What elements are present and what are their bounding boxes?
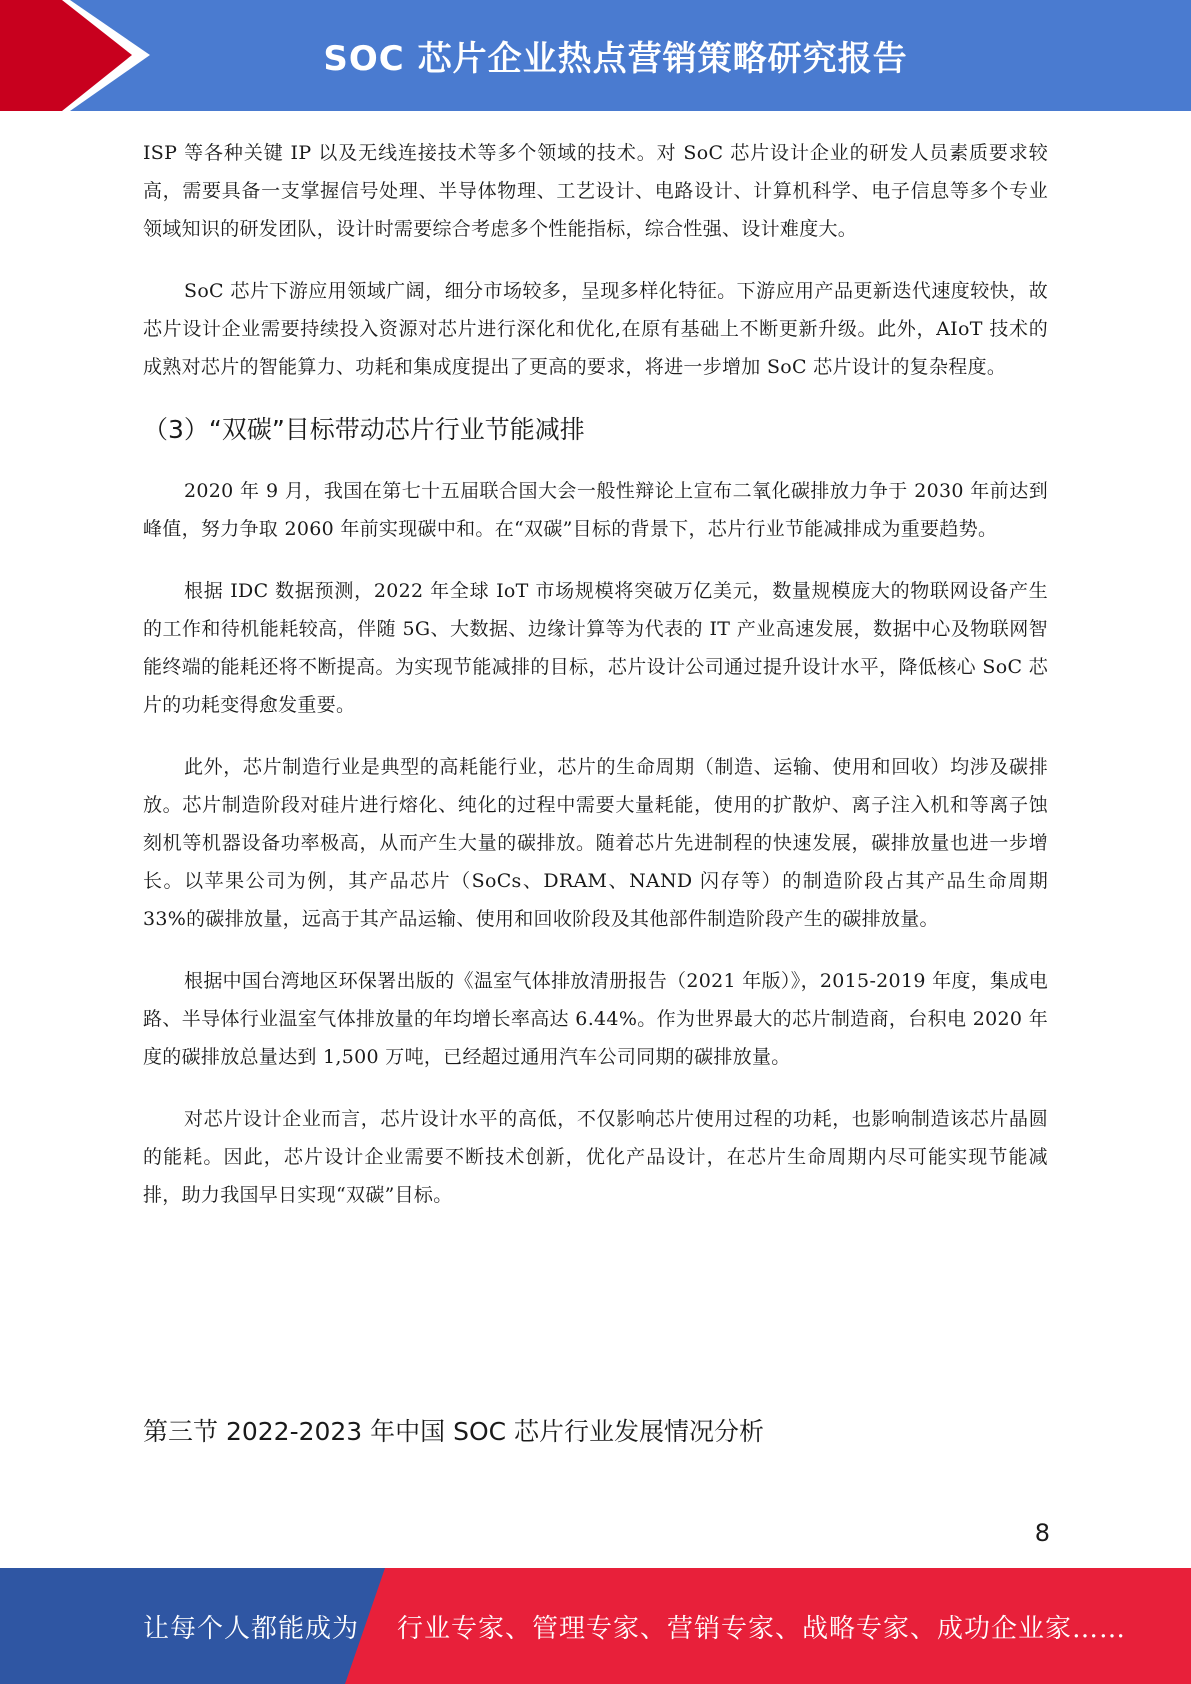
- paragraph: 对芯片设计企业而言，芯片设计水平的高低，不仅影响芯片使用过程的功耗，也影响制造该芯片晶圆的能耗。因此，芯片设计企业需要不断技术创新，优化产品设计，在芯片生命周期内尽可能实现节能减排，助力我国早日实现“双碳”目标。: [143, 1108, 1048, 1206]
- paragraph: 此外，芯片制造行业是典型的高耗能行业，芯片的生命周期（制造、运输、使用和回收）均涉及碳排放。芯片制造阶段对硅片进行熔化、纯化的过程中需要大量耗能，使用的扩散炉、离子注入机和等离子蚀刻机等机器设备功率极高，从而产生大量的碳排放。随着芯片先进制程的快速发展，碳排放量也进一步增长。以苹果公司为例，其产品芯片（SoCs、DRAM、NAND 闪存等）的制造阶段占其产品生命周期 33%的碳排放量，远高于其产品运输、使用和回收阶段及其他部件制造阶段产生的碳排放量。: [143, 756, 1048, 930]
- paragraph: SoC 芯片下游应用领域广阔，细分市场较多，呈现多样化特征。下游应用产品更新迭代速度较快，故芯片设计企业需要持续投入资源对芯片进行深化和优化,在原有基础上不断更新升级。此外，AIoT 技术的成熟对芯片的智能算力、功耗和集成度提出了更高的要求，将进一步增加 SoC 芯片设计的复杂程度。: [143, 280, 1048, 378]
- paragraph: 根据中国台湾地区环保署出版的《温室气体排放清册报告（2021 年版）》，2015-2019 年度，集成电路、半导体行业温室气体排放量的年均增长率高达 6.44%。作为世界最大的芯片制造商，台积电 2020 年度的碳排放总量达到 1,500 万吨，已经超过通用汽车公司同期的碳排放量。: [143, 970, 1048, 1068]
- paragraph: 根据 IDC 数据预测，2022 年全球 IoT 市场规模将突破万亿美元，数量规模庞大的物联网设备产生的工作和待机能耗较高，伴随 5G、大数据、边缘计算等为代表的 IT 产业高速发展，数据中心及物联网智能终端的能耗还将不断提高。为实现节能减排的目标，芯片设计公司通过提升设计水平，降低核心 SoC 芯片的功耗变得愈发重要。: [143, 580, 1048, 716]
- page-footer: [0, 1568, 1191, 1684]
- footer-slogan-left: 让每个人都能成为: [143, 1613, 360, 1644]
- section-heading: 第三节 2022-2023 年中国 SOC 芯片行业发展情况分析: [143, 1417, 765, 1446]
- paragraph: 2020 年 9 月，我国在第七十五届联合国大会一般性辩论上宣布二氧化碳排放力争于 2030 年前达到峰值，努力争取 2060 年前实现碳中和。在“双碳”目标的背景下，芯片行业节能减排成为重要趋势。: [143, 480, 1048, 540]
- body-content: [143, 134, 1048, 1238]
- page-header: [0, 0, 1191, 111]
- paragraph: ISP 等各种关键 IP 以及无线连接技术等多个领域的技术。对 SoC 芯片设计企业的研发人员素质要求较高，需要具备一支掌握信号处理、半导体物理、工艺设计、电路设计、计算机科学、电子信息等多个专业领域知识的研发团队，设计时需要综合考虑多个性能指标，综合性强、设计难度大。: [143, 142, 1048, 240]
- footer-slogan-right: 行业专家、管理专家、营销专家、战略专家、成功企业家……: [397, 1613, 1127, 1644]
- report-title: SOC 芯片企业热点营销策略研究报告: [323, 39, 908, 79]
- subsection-heading: （3）“双碳”目标带动芯片行业节能减排: [143, 415, 585, 444]
- page-number: 8: [1034, 1519, 1050, 1547]
